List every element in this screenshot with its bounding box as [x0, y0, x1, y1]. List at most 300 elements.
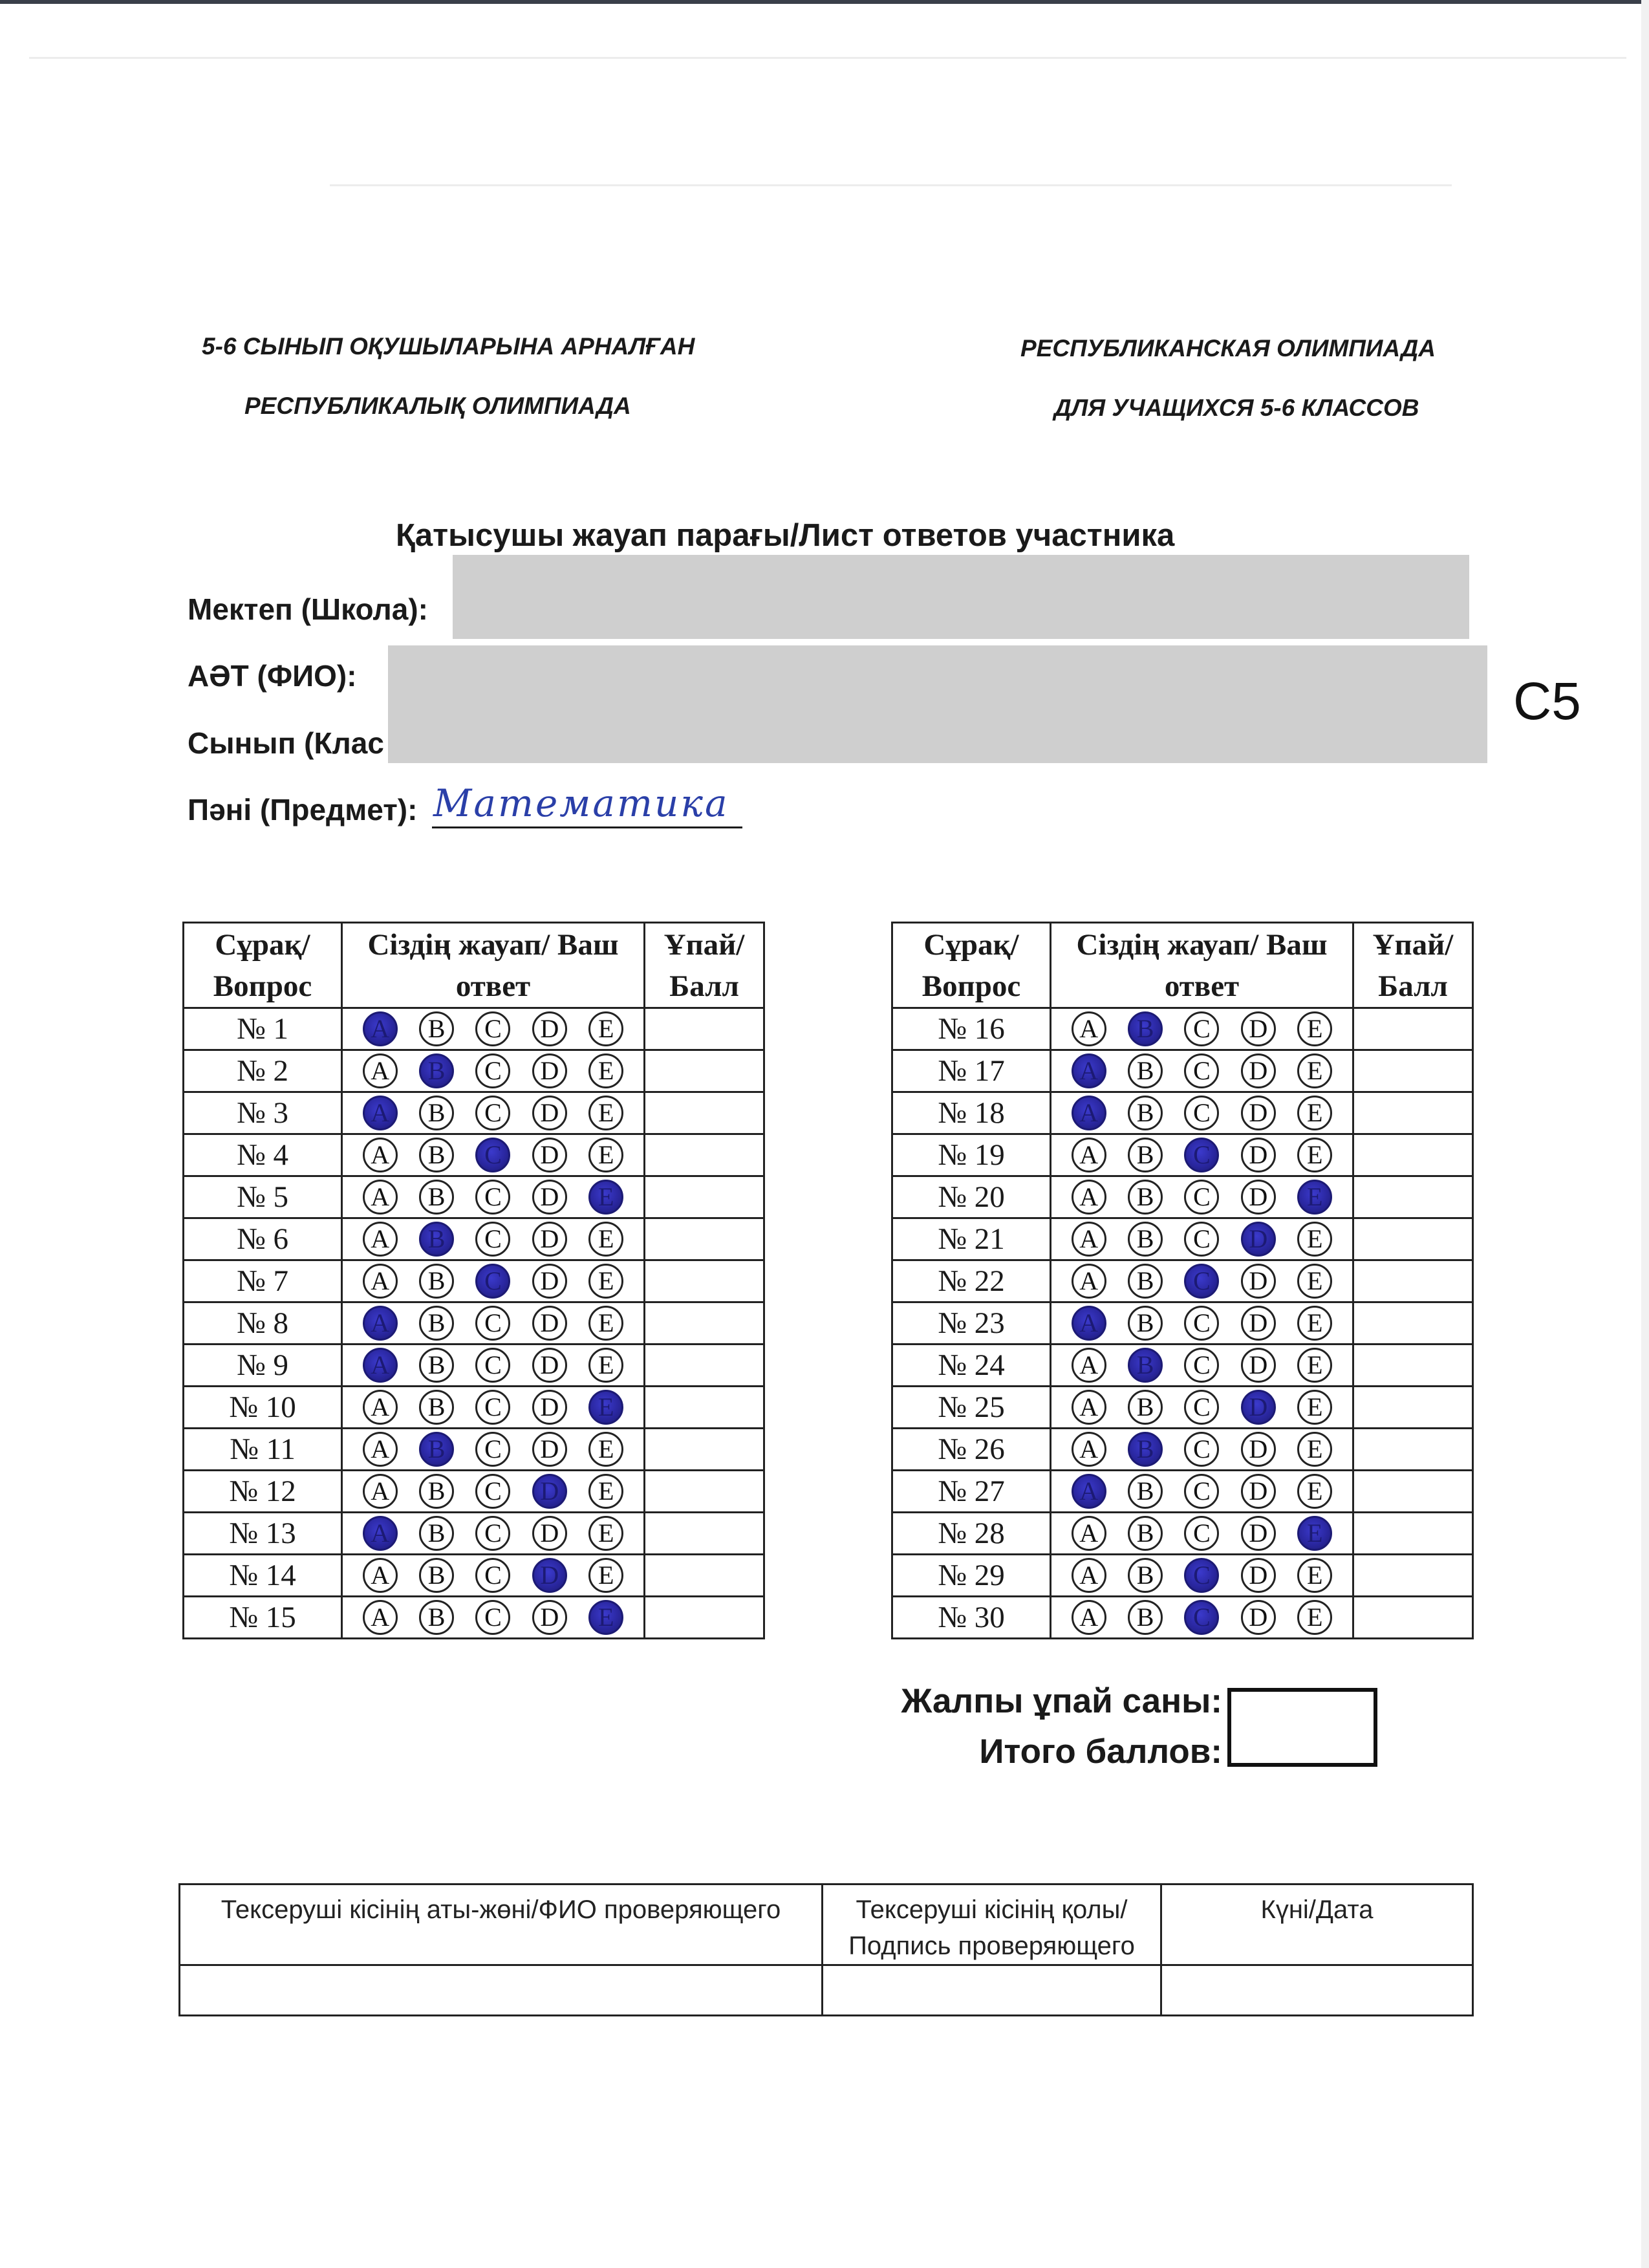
answer-options — [342, 1345, 645, 1387]
bubble-group — [343, 1432, 643, 1467]
score-cell[interactable] — [1353, 1008, 1473, 1050]
bubble-e[interactable]: E — [1297, 1306, 1332, 1341]
bubble-e[interactable]: E — [588, 1474, 623, 1509]
bubble-b[interactable]: B — [1128, 1180, 1163, 1215]
bubble-d[interactable]: D — [532, 1011, 567, 1046]
answer-options — [1051, 1218, 1353, 1260]
checker-name-cell[interactable] — [180, 1965, 823, 2016]
checker-signature-cell[interactable] — [823, 1965, 1161, 2016]
bubble-e[interactable]: E — [1297, 1222, 1332, 1257]
score-cell[interactable] — [1353, 1134, 1473, 1176]
bubble-e[interactable]: E — [588, 1600, 623, 1635]
bubble-d[interactable]: D — [1241, 1600, 1276, 1635]
bubble-d[interactable]: D — [532, 1390, 567, 1425]
score-cell[interactable] — [645, 1387, 764, 1429]
score-cell[interactable] — [645, 1008, 764, 1050]
answer-options — [1051, 1008, 1353, 1050]
score-cell[interactable] — [645, 1302, 764, 1345]
bubble-group — [1051, 1432, 1352, 1467]
bubble-e[interactable]: E — [1297, 1474, 1332, 1509]
bubble-b[interactable]: B — [419, 1390, 454, 1425]
score-cell[interactable] — [1353, 1176, 1473, 1218]
bubble-a[interactable]: A — [1072, 1011, 1106, 1046]
bubble-a[interactable]: A — [1072, 1138, 1106, 1172]
score-cell[interactable] — [645, 1218, 764, 1260]
bubble-b[interactable]: B — [1128, 1474, 1163, 1509]
bubble-d[interactable]: D — [532, 1516, 567, 1551]
bubble-c[interactable]: C — [1184, 1390, 1219, 1425]
bubble-group — [343, 1306, 643, 1341]
bubble-e[interactable]: E — [588, 1516, 623, 1551]
bubble-c[interactable]: C — [475, 1138, 510, 1172]
bubble-c[interactable]: C — [475, 1432, 510, 1467]
question-number: № 1 — [184, 1008, 342, 1050]
column-header-question: Сұрақ/ Вопрос — [184, 923, 342, 1008]
bubble-a[interactable]: A — [363, 1600, 398, 1635]
bubble-e[interactable]: E — [588, 1053, 623, 1088]
bubble-d[interactable]: D — [532, 1138, 567, 1172]
question-number: № 12 — [184, 1471, 342, 1513]
bubble-d[interactable]: D — [532, 1474, 567, 1509]
bubble-c[interactable]: C — [1184, 1474, 1219, 1509]
answer-row — [184, 1050, 764, 1092]
bubble-e[interactable]: E — [1297, 1432, 1332, 1467]
score-cell[interactable] — [1353, 1345, 1473, 1387]
column-header-answer: Сіздің жауап/ Ваш ответ — [1051, 923, 1353, 1008]
bubble-c[interactable]: C — [475, 1474, 510, 1509]
bubble-d[interactable]: D — [532, 1432, 567, 1467]
total-label-kz: Жалпы ұпай саны: — [901, 1682, 1222, 1720]
redacted-school — [453, 555, 1469, 639]
answer-row — [892, 1008, 1473, 1050]
answer-row — [184, 1008, 764, 1050]
bubble-d[interactable]: D — [1241, 1390, 1276, 1425]
bubble-c[interactable]: C — [475, 1348, 510, 1383]
question-number: № 11 — [184, 1429, 342, 1471]
bubble-group — [343, 1011, 643, 1046]
score-cell[interactable] — [1353, 1555, 1473, 1597]
bubble-e[interactable]: E — [1297, 1516, 1332, 1551]
answer-row — [184, 1345, 764, 1387]
bubble-a[interactable]: A — [1072, 1516, 1106, 1551]
bubble-group — [1051, 1600, 1352, 1635]
bubble-b[interactable]: B — [419, 1138, 454, 1172]
bubble-e[interactable]: E — [1297, 1053, 1332, 1088]
subject-value: Математика — [433, 781, 729, 825]
answer-options — [1051, 1513, 1353, 1555]
scan-edge-right — [1641, 0, 1649, 2268]
answer-options — [342, 1513, 645, 1555]
bubble-c[interactable]: C — [475, 1558, 510, 1593]
name-label: АӘТ (ФИО): — [188, 659, 357, 693]
bubble-a[interactable]: A — [363, 1011, 398, 1046]
question-number: № 13 — [184, 1513, 342, 1555]
answer-row — [892, 1050, 1473, 1092]
question-number: № 9 — [184, 1345, 342, 1387]
bubble-c[interactable]: C — [1184, 1053, 1219, 1088]
answer-options — [342, 1471, 645, 1513]
score-cell[interactable] — [645, 1134, 764, 1176]
bubble-group — [343, 1474, 643, 1509]
bubble-group — [343, 1053, 643, 1088]
column-header-question: Сұрақ/ Вопрос — [892, 923, 1051, 1008]
answer-row — [892, 1302, 1473, 1345]
bubble-a[interactable]: A — [1072, 1053, 1106, 1088]
answer-options — [1051, 1345, 1353, 1387]
subject-underline — [432, 826, 742, 828]
question-number: № 5 — [184, 1176, 342, 1218]
answer-options — [1051, 1092, 1353, 1134]
bubble-e[interactable]: E — [1297, 1600, 1332, 1635]
bubble-d[interactable]: D — [532, 1096, 567, 1130]
bubble-a[interactable]: A — [363, 1474, 398, 1509]
answer-row — [184, 1134, 764, 1176]
redacted-name-grade — [388, 645, 1487, 763]
score-cell[interactable] — [1353, 1050, 1473, 1092]
score-cell[interactable] — [1353, 1471, 1473, 1513]
question-number: № 24 — [892, 1345, 1051, 1387]
answer-row — [892, 1218, 1473, 1260]
question-number: № 25 — [892, 1387, 1051, 1429]
answer-row — [892, 1513, 1473, 1555]
bubble-c[interactable]: C — [475, 1180, 510, 1215]
answers-table-left — [182, 922, 765, 1639]
score-cell[interactable] — [645, 1597, 764, 1639]
answer-options — [342, 1134, 645, 1176]
bubble-a[interactable]: A — [1072, 1348, 1106, 1383]
question-number: № 10 — [184, 1387, 342, 1429]
bubble-c[interactable]: C — [1184, 1180, 1219, 1215]
bubble-group — [343, 1138, 643, 1172]
bubble-b[interactable]: B — [419, 1053, 454, 1088]
bubble-c[interactable]: C — [1184, 1600, 1219, 1635]
question-number: № 16 — [892, 1008, 1051, 1050]
answer-options — [342, 1302, 645, 1345]
bubble-e[interactable]: E — [1297, 1180, 1332, 1215]
question-number: № 15 — [184, 1597, 342, 1639]
bubble-c[interactable]: C — [1184, 1138, 1219, 1172]
bubble-d[interactable]: D — [1241, 1516, 1276, 1551]
answer-options — [342, 1260, 645, 1302]
answer-row — [892, 1471, 1473, 1513]
bubble-c[interactable]: C — [1184, 1096, 1219, 1130]
answer-row — [892, 1345, 1473, 1387]
checker-date-header: Күні/Дата — [1161, 1885, 1473, 1965]
bubble-group — [1051, 1222, 1352, 1257]
score-cell[interactable] — [645, 1176, 764, 1218]
question-number: № 28 — [892, 1513, 1051, 1555]
bubble-group — [343, 1600, 643, 1635]
answer-options — [1051, 1429, 1353, 1471]
bubble-b[interactable]: B — [1128, 1432, 1163, 1467]
bubble-c[interactable]: C — [1184, 1222, 1219, 1257]
bubble-group — [1051, 1306, 1352, 1341]
header-left-line2: РЕСПУБЛИКАЛЫҚ ОЛИМПИАДА — [244, 393, 631, 419]
bubble-c[interactable]: C — [1184, 1516, 1219, 1551]
bubble-d[interactable]: D — [1241, 1558, 1276, 1593]
bubble-d[interactable]: D — [1241, 1180, 1276, 1215]
bubble-e[interactable]: E — [1297, 1138, 1332, 1172]
answer-options — [342, 1050, 645, 1092]
bubble-group — [1051, 1348, 1352, 1383]
bubble-group — [343, 1264, 643, 1299]
bubble-c[interactable]: C — [475, 1053, 510, 1088]
bubble-a[interactable]: A — [1072, 1558, 1106, 1593]
bubble-e[interactable]: E — [1297, 1348, 1332, 1383]
bubble-e[interactable]: E — [588, 1390, 623, 1425]
question-number: № 17 — [892, 1050, 1051, 1092]
bubble-e[interactable]: E — [588, 1138, 623, 1172]
bubble-b[interactable]: B — [419, 1180, 454, 1215]
bubble-c[interactable]: C — [1184, 1011, 1219, 1046]
bubble-e[interactable]: E — [588, 1096, 623, 1130]
bubble-c[interactable]: C — [1184, 1306, 1219, 1341]
bubble-a[interactable]: A — [1072, 1096, 1106, 1130]
bubble-d[interactable]: D — [532, 1180, 567, 1215]
score-cell[interactable] — [1353, 1513, 1473, 1555]
bubble-e[interactable]: E — [588, 1222, 623, 1257]
answer-row — [892, 1092, 1473, 1134]
question-number: № 27 — [892, 1471, 1051, 1513]
answer-row — [184, 1092, 764, 1134]
bubble-b[interactable]: B — [1128, 1096, 1163, 1130]
faint-scan-line — [29, 57, 1626, 59]
scan-edge — [0, 0, 1649, 4]
bubble-d[interactable]: D — [1241, 1138, 1276, 1172]
bubble-group — [1051, 1390, 1352, 1425]
bubble-b[interactable]: B — [419, 1516, 454, 1551]
bubble-a[interactable]: A — [1072, 1474, 1106, 1509]
bubble-a[interactable]: A — [363, 1348, 398, 1383]
question-number: № 8 — [184, 1302, 342, 1345]
bubble-group — [1051, 1516, 1352, 1551]
school-label: Мектеп (Школа): — [188, 592, 428, 626]
column-header-answer: Сіздің жауап/ Ваш ответ — [342, 923, 645, 1008]
bubble-b[interactable]: B — [419, 1474, 454, 1509]
bubble-e[interactable]: E — [588, 1306, 623, 1341]
bubble-c[interactable]: C — [475, 1516, 510, 1551]
score-cell[interactable] — [1353, 1597, 1473, 1639]
answer-row — [892, 1555, 1473, 1597]
bubble-d[interactable]: D — [1241, 1011, 1276, 1046]
answers-body-left — [184, 1008, 764, 1639]
bubble-d[interactable]: D — [532, 1558, 567, 1593]
bubble-c[interactable]: C — [475, 1011, 510, 1046]
answer-row — [892, 1176, 1473, 1218]
bubble-b[interactable]: B — [419, 1558, 454, 1593]
answer-options — [342, 1218, 645, 1260]
score-cell[interactable] — [645, 1471, 764, 1513]
bubble-b[interactable]: B — [419, 1600, 454, 1635]
answer-row — [184, 1218, 764, 1260]
bubble-b[interactable]: B — [1128, 1138, 1163, 1172]
faint-scan-line — [330, 184, 1452, 186]
bubble-b[interactable]: B — [1128, 1558, 1163, 1593]
checker-signature-header: Тексеруші кісінің қолы/ Подпись проверяющего — [823, 1885, 1161, 1965]
score-cell[interactable] — [645, 1513, 764, 1555]
answer-options — [342, 1176, 645, 1218]
bubble-c[interactable]: C — [475, 1222, 510, 1257]
answer-options — [1051, 1471, 1353, 1513]
bubble-b[interactable]: B — [419, 1222, 454, 1257]
answer-options — [342, 1387, 645, 1429]
bubble-b[interactable]: B — [419, 1348, 454, 1383]
bubble-a[interactable]: A — [1072, 1264, 1106, 1299]
bubble-group — [1051, 1053, 1352, 1088]
bubble-a[interactable]: A — [363, 1096, 398, 1130]
bubble-a[interactable]: A — [1072, 1222, 1106, 1257]
bubble-d[interactable]: D — [1241, 1222, 1276, 1257]
bubble-b[interactable]: B — [1128, 1011, 1163, 1046]
bubble-b[interactable]: B — [1128, 1264, 1163, 1299]
header-right-line1: РЕСПУБЛИКАНСКАЯ ОЛИМПИАДА — [1020, 335, 1436, 362]
bubble-e[interactable]: E — [1297, 1558, 1332, 1593]
bubble-e[interactable]: E — [588, 1558, 623, 1593]
score-cell[interactable] — [1353, 1387, 1473, 1429]
bubble-group — [343, 1390, 643, 1425]
bubble-e[interactable]: E — [1297, 1096, 1332, 1130]
bubble-c[interactable]: C — [475, 1600, 510, 1635]
bubble-a[interactable]: A — [363, 1180, 398, 1215]
bubble-c[interactable]: C — [1184, 1264, 1219, 1299]
bubble-d[interactable]: D — [532, 1600, 567, 1635]
bubble-a[interactable]: A — [363, 1432, 398, 1467]
bubble-a[interactable]: A — [363, 1306, 398, 1341]
answer-options — [342, 1429, 645, 1471]
bubble-d[interactable]: D — [1241, 1432, 1276, 1467]
bubble-c[interactable]: C — [1184, 1432, 1219, 1467]
bubble-a[interactable]: A — [363, 1558, 398, 1593]
bubble-c[interactable]: C — [1184, 1558, 1219, 1593]
score-cell[interactable] — [1353, 1429, 1473, 1471]
bubble-d[interactable]: D — [532, 1348, 567, 1383]
answer-row — [184, 1302, 764, 1345]
score-cell[interactable] — [645, 1050, 764, 1092]
bubble-b[interactable]: B — [1128, 1348, 1163, 1383]
bubble-group — [1051, 1474, 1352, 1509]
bubble-e[interactable]: E — [1297, 1390, 1332, 1425]
bubble-group — [1051, 1264, 1352, 1299]
bubble-a[interactable]: A — [363, 1390, 398, 1425]
score-cell[interactable] — [1353, 1302, 1473, 1345]
bubble-c[interactable]: C — [475, 1390, 510, 1425]
score-cell[interactable] — [645, 1345, 764, 1387]
answer-row — [892, 1134, 1473, 1176]
bubble-b[interactable]: B — [1128, 1390, 1163, 1425]
bubble-b[interactable]: B — [419, 1306, 454, 1341]
bubble-b[interactable]: B — [419, 1096, 454, 1130]
bubble-a[interactable]: A — [363, 1516, 398, 1551]
question-number: № 26 — [892, 1429, 1051, 1471]
bubble-a[interactable]: A — [363, 1053, 398, 1088]
score-cell[interactable] — [1353, 1260, 1473, 1302]
bubble-a[interactable]: A — [1072, 1432, 1106, 1467]
bubble-d[interactable]: D — [1241, 1474, 1276, 1509]
bubble-e[interactable]: E — [1297, 1264, 1332, 1299]
bubble-group — [1051, 1011, 1352, 1046]
bubble-b[interactable]: B — [1128, 1306, 1163, 1341]
answer-options — [342, 1597, 645, 1639]
question-number: № 2 — [184, 1050, 342, 1092]
bubble-d[interactable]: D — [532, 1053, 567, 1088]
bubble-d[interactable]: D — [532, 1264, 567, 1299]
score-cell[interactable] — [645, 1555, 764, 1597]
answers-table-right — [891, 922, 1474, 1639]
bubble-a[interactable]: A — [1072, 1600, 1106, 1635]
question-number: № 29 — [892, 1555, 1051, 1597]
question-number: № 23 — [892, 1302, 1051, 1345]
question-number: № 18 — [892, 1092, 1051, 1134]
bubble-e[interactable]: E — [1297, 1011, 1332, 1046]
question-number: № 4 — [184, 1134, 342, 1176]
bubble-b[interactable]: B — [1128, 1600, 1163, 1635]
bubble-e[interactable]: E — [588, 1180, 623, 1215]
score-cell[interactable] — [1353, 1092, 1473, 1134]
score-cell[interactable] — [645, 1429, 764, 1471]
bubble-e[interactable]: E — [588, 1264, 623, 1299]
bubble-b[interactable]: B — [1128, 1516, 1163, 1551]
answer-row — [184, 1429, 764, 1471]
answer-options — [1051, 1134, 1353, 1176]
bubble-e[interactable]: E — [588, 1348, 623, 1383]
total-score-box[interactable] — [1227, 1688, 1377, 1767]
score-cell[interactable] — [645, 1092, 764, 1134]
checker-name-header: Тексеруші кісінің аты-жөні/ФИО проверяющего — [180, 1885, 823, 1965]
question-number: № 3 — [184, 1092, 342, 1134]
bubble-b[interactable]: B — [1128, 1222, 1163, 1257]
bubble-d[interactable]: D — [1241, 1264, 1276, 1299]
bubble-group — [1051, 1558, 1352, 1593]
bubble-d[interactable]: D — [1241, 1096, 1276, 1130]
bubble-group — [1051, 1096, 1352, 1130]
answer-row — [184, 1387, 764, 1429]
answer-options — [342, 1555, 645, 1597]
answer-row — [184, 1513, 764, 1555]
bubble-c[interactable]: C — [475, 1096, 510, 1130]
score-cell[interactable] — [1353, 1218, 1473, 1260]
bubble-d[interactable]: D — [1241, 1306, 1276, 1341]
bubble-b[interactable]: B — [419, 1011, 454, 1046]
bubble-d[interactable]: D — [1241, 1053, 1276, 1088]
checker-date-cell[interactable] — [1161, 1965, 1473, 2016]
question-number: № 6 — [184, 1218, 342, 1260]
bubble-c[interactable]: C — [475, 1306, 510, 1341]
score-cell[interactable] — [645, 1260, 764, 1302]
bubble-a[interactable]: A — [1072, 1306, 1106, 1341]
answer-row — [892, 1597, 1473, 1639]
bubble-b[interactable]: B — [419, 1432, 454, 1467]
bubble-b[interactable]: B — [1128, 1053, 1163, 1088]
bubble-a[interactable]: A — [363, 1138, 398, 1172]
question-number: № 21 — [892, 1218, 1051, 1260]
bubble-e[interactable]: E — [588, 1011, 623, 1046]
bubble-d[interactable]: D — [1241, 1348, 1276, 1383]
bubble-a[interactable]: A — [363, 1264, 398, 1299]
answer-options — [1051, 1597, 1353, 1639]
bubble-a[interactable]: A — [1072, 1180, 1106, 1215]
bubble-group — [343, 1096, 643, 1130]
bubble-group — [343, 1558, 643, 1593]
bubble-a[interactable]: A — [363, 1222, 398, 1257]
bubble-d[interactable]: D — [532, 1306, 567, 1341]
bubble-a[interactable]: A — [1072, 1390, 1106, 1425]
bubble-d[interactable]: D — [532, 1222, 567, 1257]
bubble-c[interactable]: C — [1184, 1348, 1219, 1383]
bubble-b[interactable]: B — [419, 1264, 454, 1299]
bubble-e[interactable]: E — [588, 1432, 623, 1467]
answer-options — [342, 1092, 645, 1134]
bubble-c[interactable]: C — [475, 1264, 510, 1299]
